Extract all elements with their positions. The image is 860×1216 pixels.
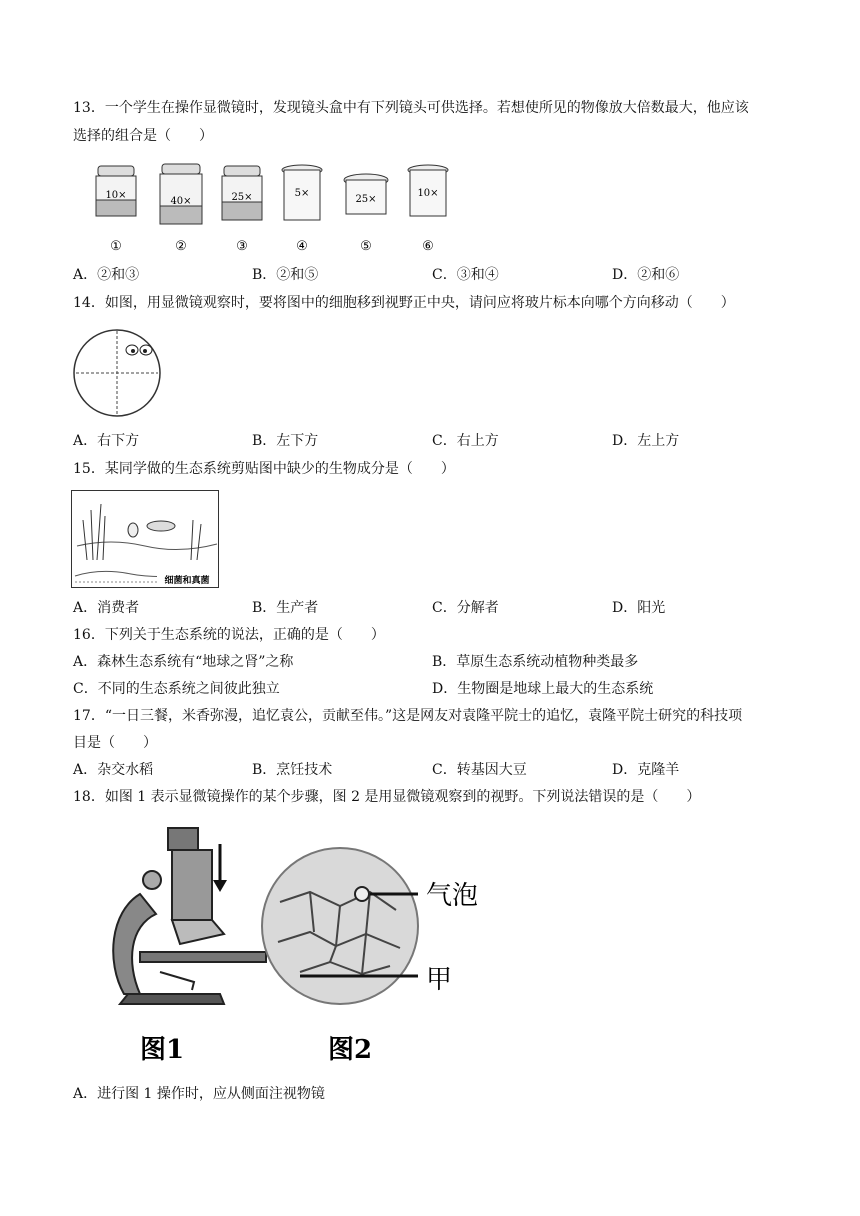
q17-option-d[interactable]: D．克隆羊 [612, 762, 680, 778]
lens-1-mark: 10× [105, 190, 127, 201]
label-bubble: 气泡 [426, 881, 479, 911]
q16-option-a[interactable]: A．森林生态系统有“地球之肾”之称 [73, 654, 294, 670]
q16-stem: 16．下列关于生态系统的说法，正确的是（ ） [73, 627, 385, 643]
q18-stem: 18．如图 1 表示显微镜操作的某个步骤，图 2 是用显微镜观察到的视野。下列说法错误的是（ ） [73, 789, 701, 805]
lens-5-number: ⑤ [360, 239, 372, 254]
lens-2-icon [160, 164, 202, 224]
lens-4-number: ④ [296, 239, 308, 254]
q15-ecosystem-figure [71, 490, 219, 588]
q14-option-c[interactable]: C．右上方 [432, 433, 499, 449]
q13-option-d[interactable]: D．②和⑥ [612, 267, 680, 283]
q15-figure-label: 细菌和真菌 [164, 576, 210, 586]
q17-option-b[interactable]: B．烹饪技术 [252, 762, 333, 778]
q13-option-a[interactable]: A．②和③ [73, 267, 140, 283]
q13-stem-line2: 选择的组合是（ ） [73, 128, 213, 144]
q15-stem: 15．某同学做的生态系统剪贴图中缺少的生物成分是（ ） [73, 461, 455, 477]
q15-option-a[interactable]: A．消费者 [73, 600, 140, 616]
q14-option-b[interactable]: B．左下方 [252, 433, 319, 449]
q13-option-b[interactable]: B．②和⑤ [252, 267, 319, 283]
q18-option-a[interactable]: A．进行图 1 操作时，应从侧面注视物镜 [73, 1086, 325, 1102]
lens-1-number: ① [110, 239, 122, 254]
q15-option-d[interactable]: D．阳光 [612, 600, 666, 616]
field-of-view-icon [262, 848, 418, 1004]
lens-6-mark: 10× [417, 188, 439, 199]
q17-stem-line2: 目是（ ） [73, 735, 157, 751]
q17-option-c[interactable]: C．转基因大豆 [432, 762, 527, 778]
lens-2-mark: 40× [170, 196, 192, 207]
q17-stem-line1: 17．“一日三餐，米香弥漫，追忆袁公，贡献至伟。”这是网友对袁隆平院士的追忆，袁隆平院士研究的科技项 [73, 708, 743, 724]
q14-option-d[interactable]: D．左上方 [612, 433, 680, 449]
lens-6-number: ⑥ [422, 239, 434, 254]
q16-option-b[interactable]: B．草原生态系统动植物种类最多 [432, 654, 639, 670]
q17-option-a[interactable]: A．杂交水稻 [73, 762, 154, 778]
label-jia: 甲 [426, 965, 453, 995]
q15-option-c[interactable]: C．分解者 [432, 600, 499, 616]
q13-lens-figure [88, 160, 468, 256]
lens-5-mark: 25× [355, 194, 377, 205]
q14-option-a[interactable]: A．右下方 [73, 433, 140, 449]
q16-option-d[interactable]: D．生物圈是地球上最大的生态系统 [432, 681, 654, 697]
lens-4-mark: 5× [294, 188, 310, 199]
lens-2-number: ② [175, 239, 187, 254]
q13-option-c[interactable]: C．③和④ [432, 267, 499, 283]
q14-field-of-view-figure [72, 328, 164, 418]
q15-option-b[interactable]: B．生产者 [252, 600, 319, 616]
microscope-icon [113, 828, 266, 1004]
fig2-caption: 图2 [327, 1035, 373, 1065]
lens-3-mark: 25× [231, 192, 253, 203]
fig1-caption: 图1 [139, 1035, 185, 1065]
q18-microscope-figure [100, 822, 490, 1072]
lens-3-number: ③ [236, 239, 248, 254]
q14-stem: 14．如图，用显微镜观察时，要将图中的细胞移到视野正中央，请问应将玻片标本向哪个方向移动（ ） [73, 295, 735, 311]
q16-option-c[interactable]: C．不同的生态系统之间彼此独立 [73, 681, 280, 697]
q13-stem-line1: 13．一个学生在操作显微镜时，发现镜头盒中有下列镜头可供选择。若想使所见的物像放大倍数最大，他应该 [73, 100, 749, 116]
